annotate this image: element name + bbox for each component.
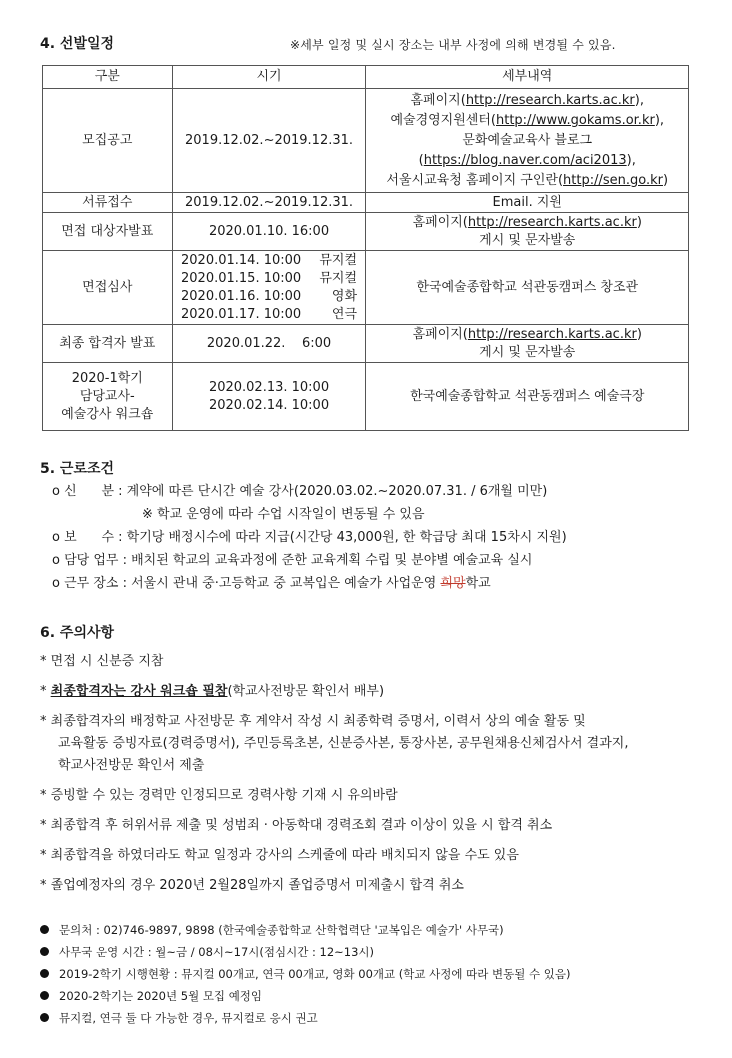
url-text: http://research.karts.ac.kr <box>467 214 637 230</box>
time-field: 연극 <box>331 306 358 322</box>
detail-line: 게시 및 문자발송 <box>479 232 576 248</box>
row-detail <box>366 213 689 251</box>
time-row <box>181 252 357 270</box>
time-field: 뮤지컬 <box>319 270 358 286</box>
footer-item <box>40 944 374 960</box>
condition-duty: o 담당 업무 : 배치된 학교의 교육과정에 준한 교육계획 수립 및 분야별 예술교육 실시 <box>52 553 533 568</box>
footer-item <box>40 988 262 1004</box>
row-detail: Email. 지원 <box>366 193 689 213</box>
row-label: 서류접수 <box>43 193 173 213</box>
period-line: 2020.02.13. 10:00 <box>208 379 330 395</box>
footer-item <box>40 922 504 938</box>
condition-pay: o 보 수 : 학기당 배정시수에 따라 지급(시간당 43,000원, 한 학급당 최대 15차시 지원) <box>52 530 567 545</box>
label-line: 예술강사 워크숍 <box>61 406 154 422</box>
time-field: 영화 <box>331 288 358 304</box>
time-date: 2020.01.17. 10:00 <box>181 306 302 322</box>
caution-item: * 졸업예정자의 경우 2020년 2월28일까지 졸업증명서 미제출시 합격 취소 <box>40 878 464 893</box>
caution-item <box>40 680 384 699</box>
row-detail <box>366 325 689 363</box>
caution-item: * 최종합격을 하였더라도 학교 일정과 강사의 스케줄에 따라 배치되지 않을 수도 있음 <box>40 848 519 863</box>
schedule-table <box>42 65 689 431</box>
bullet-icon <box>40 991 49 1000</box>
schedule-note: ※세부 일정 및 실시 장소는 내부 사정에 의해 변경될 수 있음. <box>290 38 616 52</box>
url-text: http://sen.go.kr <box>563 172 663 188</box>
location-suffix: 학교 <box>465 576 491 591</box>
row-label: 면접 대상자발표 <box>43 213 173 251</box>
table-row <box>43 325 689 363</box>
bullet-icon <box>40 1013 49 1022</box>
condition-note: ※ 학교 운영에 따라 수업 시작일이 변동될 수 있음 <box>142 507 425 522</box>
caution-emphasis: 최종합격자는 강사 워크숍 필참 <box>50 684 228 699</box>
detail-line: 문화예술교육사 블로그 <box>462 132 593 148</box>
row-period: 2020.01.10. 16:00 <box>172 213 366 251</box>
section5-title: 5. 근로조건 <box>40 461 115 477</box>
footer-text: 사무국 운영 시간 : 월~금 / 08시~17시(점심시간 : 12~13시) <box>59 945 375 959</box>
row-period: 2019.12.02.~2019.12.31. <box>172 193 366 213</box>
condition-status: o 신 분 : 계약에 따른 단시간 예술 강사(2020.03.02.~2020.07.31. / 6개월 미만) <box>52 484 548 499</box>
table-row <box>43 213 689 251</box>
struck-text: 희망 <box>440 576 466 591</box>
footer-item <box>40 966 570 982</box>
table-header-row <box>43 66 689 89</box>
footer-text: 2020-2학기는 2020년 5월 모집 예정임 <box>59 989 263 1003</box>
row-label: 최종 합격자 발표 <box>43 325 173 363</box>
bullet-icon <box>40 925 49 934</box>
footer-item <box>40 1010 318 1026</box>
section4-title: 4. 선발일정 <box>40 36 115 52</box>
caution-rest: (학교사전방문 확인서 배부) <box>227 684 385 699</box>
footer-text: 뮤지컬, 연극 둘 다 가능한 경우, 뮤지컬로 응시 권고 <box>59 1011 318 1025</box>
row-label: 면접심사 <box>43 251 173 325</box>
caution-star: * <box>40 684 51 699</box>
footer-text: 2019-2학기 시행현황 : 뮤지컬 00개교, 연극 00개교, 영화 00개교 (학교 사정에 따라 변동될 수 있음) <box>59 967 571 981</box>
detail-line: 게시 및 문자발송 <box>479 344 576 360</box>
detail-line: (https://blog.naver.com/aci2013), <box>418 152 636 168</box>
caution-item-cont: 학교사전방문 확인서 제출 <box>58 758 205 773</box>
period-line: 2020.02.14. 10:00 <box>208 397 330 413</box>
caution-item: * 면접 시 신분증 지참 <box>40 654 164 669</box>
section6-title: 6. 주의사항 <box>40 625 115 641</box>
detail-line: 홈페이지(http://research.karts.ac.kr) <box>412 326 642 342</box>
url-text: http://research.karts.ac.kr <box>467 326 637 342</box>
table-row <box>43 89 689 193</box>
url-text: http://research.karts.ac.kr <box>465 92 635 108</box>
caution-item: * 증빙할 수 있는 경력만 인정되므로 경력사항 기재 시 유의바람 <box>40 788 398 803</box>
detail-line: 홈페이지(http://research.karts.ac.kr) <box>412 214 642 230</box>
row-detail: 한국예술종합학교 석관동캠퍼스 예술극장 <box>366 363 689 431</box>
url-text: http://www.gokams.or.kr <box>496 112 655 128</box>
row-period: 2019.12.02.~2019.12.31. <box>172 89 366 193</box>
row-period <box>172 251 366 325</box>
row-period: 2020.01.22. 6:00 <box>172 325 366 363</box>
header-category: 구분 <box>43 66 173 89</box>
detail-line: 홈페이지(http://research.karts.ac.kr), <box>410 92 644 108</box>
header-detail: 세부내역 <box>366 66 689 89</box>
caution-item: * 최종합격자의 배정학교 사전방문 후 계약서 작성 시 최종학력 증명서, 이력서 상의 예술 활동 및 <box>40 714 586 729</box>
time-date: 2020.01.14. 10:00 <box>181 252 302 268</box>
time-date: 2020.01.15. 10:00 <box>181 270 302 286</box>
time-row <box>181 270 357 288</box>
label-line: 담당교사- <box>79 388 135 404</box>
bullet-icon <box>40 947 49 956</box>
time-row <box>181 306 357 324</box>
caution-item: * 최종합격 후 허위서류 제출 및 성범죄 · 아동학대 경력조회 결과 이상이 있을 시 합격 취소 <box>40 818 553 833</box>
caution-item-cont: 교육활동 증빙자료(경력증명서), 주민등록초본, 신분증사본, 통장사본, 공무원채용신체검사서 결과지, <box>58 736 629 751</box>
detail-line: 서울시교육청 홈페이지 구인란(http://sen.go.kr) <box>386 172 669 188</box>
row-detail <box>366 89 689 193</box>
label-line: 2020-1학기 <box>71 370 143 386</box>
header-period: 시기 <box>172 66 366 89</box>
bullet-icon <box>40 969 49 978</box>
time-date: 2020.01.16. 10:00 <box>181 288 302 304</box>
row-label: 모집공고 <box>43 89 173 193</box>
detail-line: 예술경영지원센터(http://www.gokams.or.kr), <box>390 112 665 128</box>
url-text: https://blog.naver.com/aci2013 <box>423 152 627 168</box>
footer-text: 문의처 : 02)746-9897, 9898 (한국예술종합학교 산학협력단 '교복입은 예술가' 사무국) <box>59 923 504 937</box>
location-text: o 근무 장소 : 서울시 관내 중·고등학교 중 교복입은 예술가 사업운영 <box>52 576 441 591</box>
time-field: 뮤지컬 <box>319 252 358 268</box>
condition-location <box>52 572 491 596</box>
time-row <box>181 288 357 306</box>
interview-times <box>181 252 357 324</box>
row-period <box>172 363 366 431</box>
row-label <box>43 363 173 431</box>
table-row <box>43 363 689 431</box>
table-row <box>43 251 689 325</box>
row-detail: 한국예술종합학교 석관동캠퍼스 창조관 <box>366 251 689 325</box>
table-row <box>43 193 689 213</box>
